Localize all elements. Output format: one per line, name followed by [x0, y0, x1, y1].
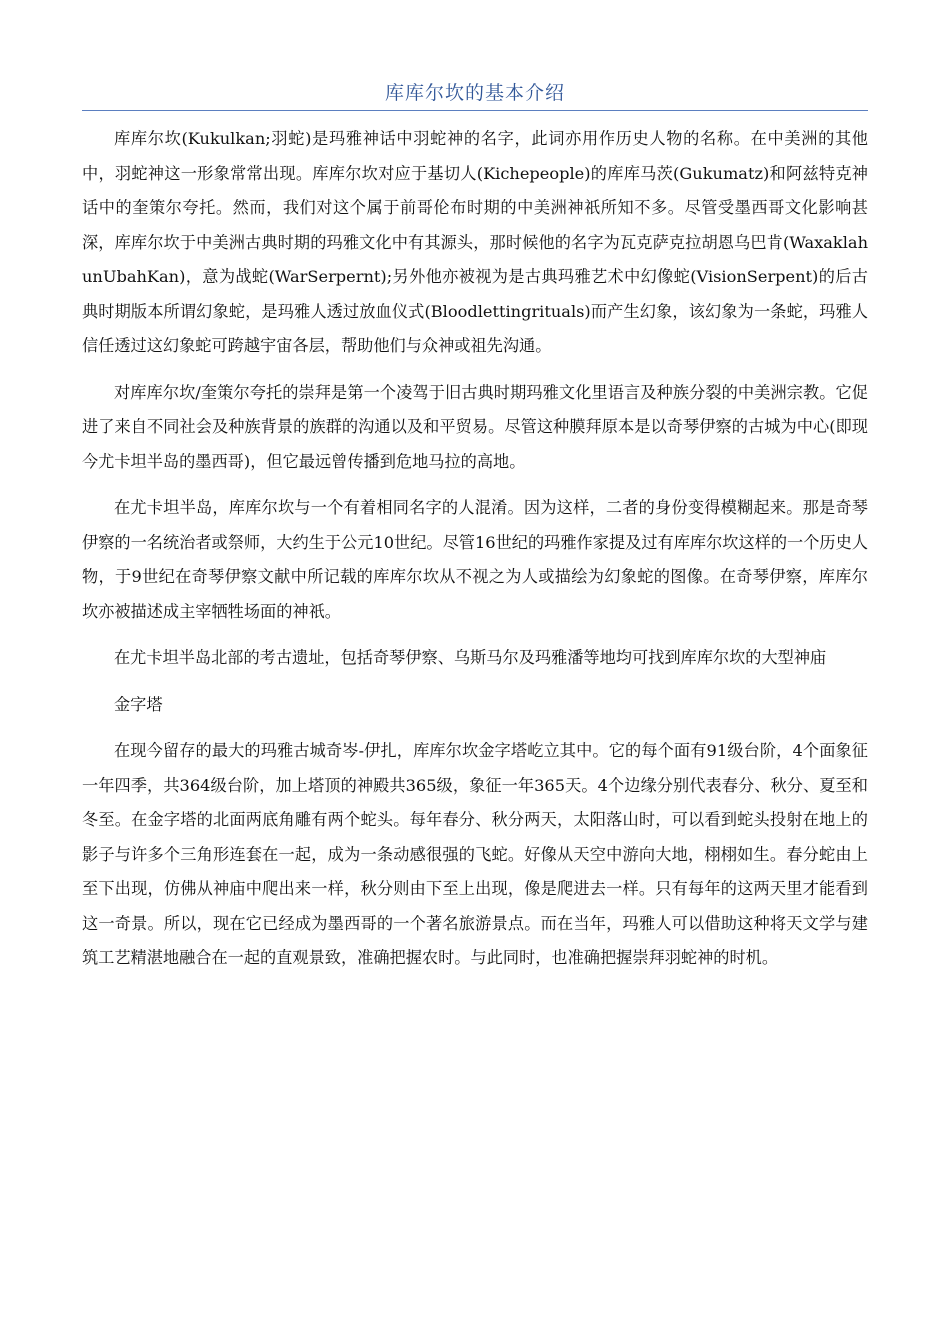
document-body	[82, 122, 868, 988]
paragraph-3: 在尤卡坦半岛，库库尔坎与一个有着相同名字的人混淆。因为这样，二者的身份变得模糊起来。那是奇琴伊察的一名统治者或祭师，大约生于公元10世纪。尽管16世纪的玛雅作家提及过有库库尔坎这样的一个历史人物，于9世纪在奇琴伊察文献中所记载的库库尔坎从不视之为人或描绘为幻象蛇的图像。在奇琴伊察，库库尔坎亦被描述成主宰牺牲场面的神祇。	[82, 498, 868, 621]
document-page	[82, 78, 868, 967]
page-title: 库库尔坎的基本介绍	[384, 82, 565, 104]
paragraph-4: 在尤卡坦半岛北部的考古遗址，包括奇琴伊察、乌斯马尔及玛雅潘等地均可找到库库尔坎的大型神庙	[114, 648, 827, 667]
paragraph-5: 在现今留存的最大的玛雅古城奇岑-伊扎，库库尔坎金字塔屹立其中。它的每个面有91级台阶，4个面象征一年四季，共364级台阶，加上塔顶的神殿共365级，象征一年365天。4个边缘分别代表春分、秋分、夏至和冬至。在金字塔的北面两底角雕有两个蛇头。每年春分、秋分两天，太阳落山时，可以看到蛇头投射在地上的影子与许多个三角形连套在一起，成为一条动感很强的飞蛇。好像从天空中游向大地，栩栩如生。春分蛇由上至下出现，仿佛从神庙中爬出来一样，秋分则由下至上出现，像是爬进去一样。只有每年的这两天里才能看到这一奇景。所以，现在它已经成为墨西哥的一个著名旅游景点。而在当年，玛雅人可以借助这种将天文学与建筑工艺精湛地融合在一起的直观景致，准确把握农时。与此同时，也准确把握崇拜羽蛇神的时机。	[82, 741, 868, 967]
title-header	[82, 78, 868, 111]
section-heading-pyramid: 金字塔	[114, 694, 163, 714]
paragraph-1: 库库尔坎(Kukulkan;羽蛇)是玛雅神话中羽蛇神的名字，此词亦用作历史人物的名称。在中美洲的其他中，羽蛇神这一形象常常出现。库库尔坎对应于基切人(Kichepeople)的库库马茨(Gukumatz)和阿兹特克神话中的奎策尔夸托。然而，我们对这个属于前哥伦布时期的中美洲神祇所知不多。尽管受墨西哥文化影响甚深，库库尔坎于中美洲古典时期的玛雅文化中有其源头，那时候他的名字为瓦克萨克拉胡恩乌巴肯(WaxaklahunUbahKan)，意为战蛇(WarSerpernt);另外他亦被视为是古典玛雅艺术中幻像蛇(VisionSerpent)的后古典时期版本所谓幻象蛇，是玛雅人透过放血仪式(Bloodlettingrituals)而产生幻象，该幻象为一条蛇，玛雅人信任透过这幻象蛇可跨越宇宙各层，帮助他们与众神或祖先沟通。	[82, 129, 868, 355]
paragraph-2: 对库库尔坎/奎策尔夸托的崇拜是第一个凌驾于旧古典时期玛雅文化里语言及种族分裂的中美洲宗教。它促进了来自不同社会及种族背景的族群的沟通以及和平贸易。尽管这种膜拜原本是以奇琴伊察的古城为中心(即现今尤卡坦半岛的墨西哥)，但它最远曾传播到危地马拉的高地。	[82, 382, 868, 471]
